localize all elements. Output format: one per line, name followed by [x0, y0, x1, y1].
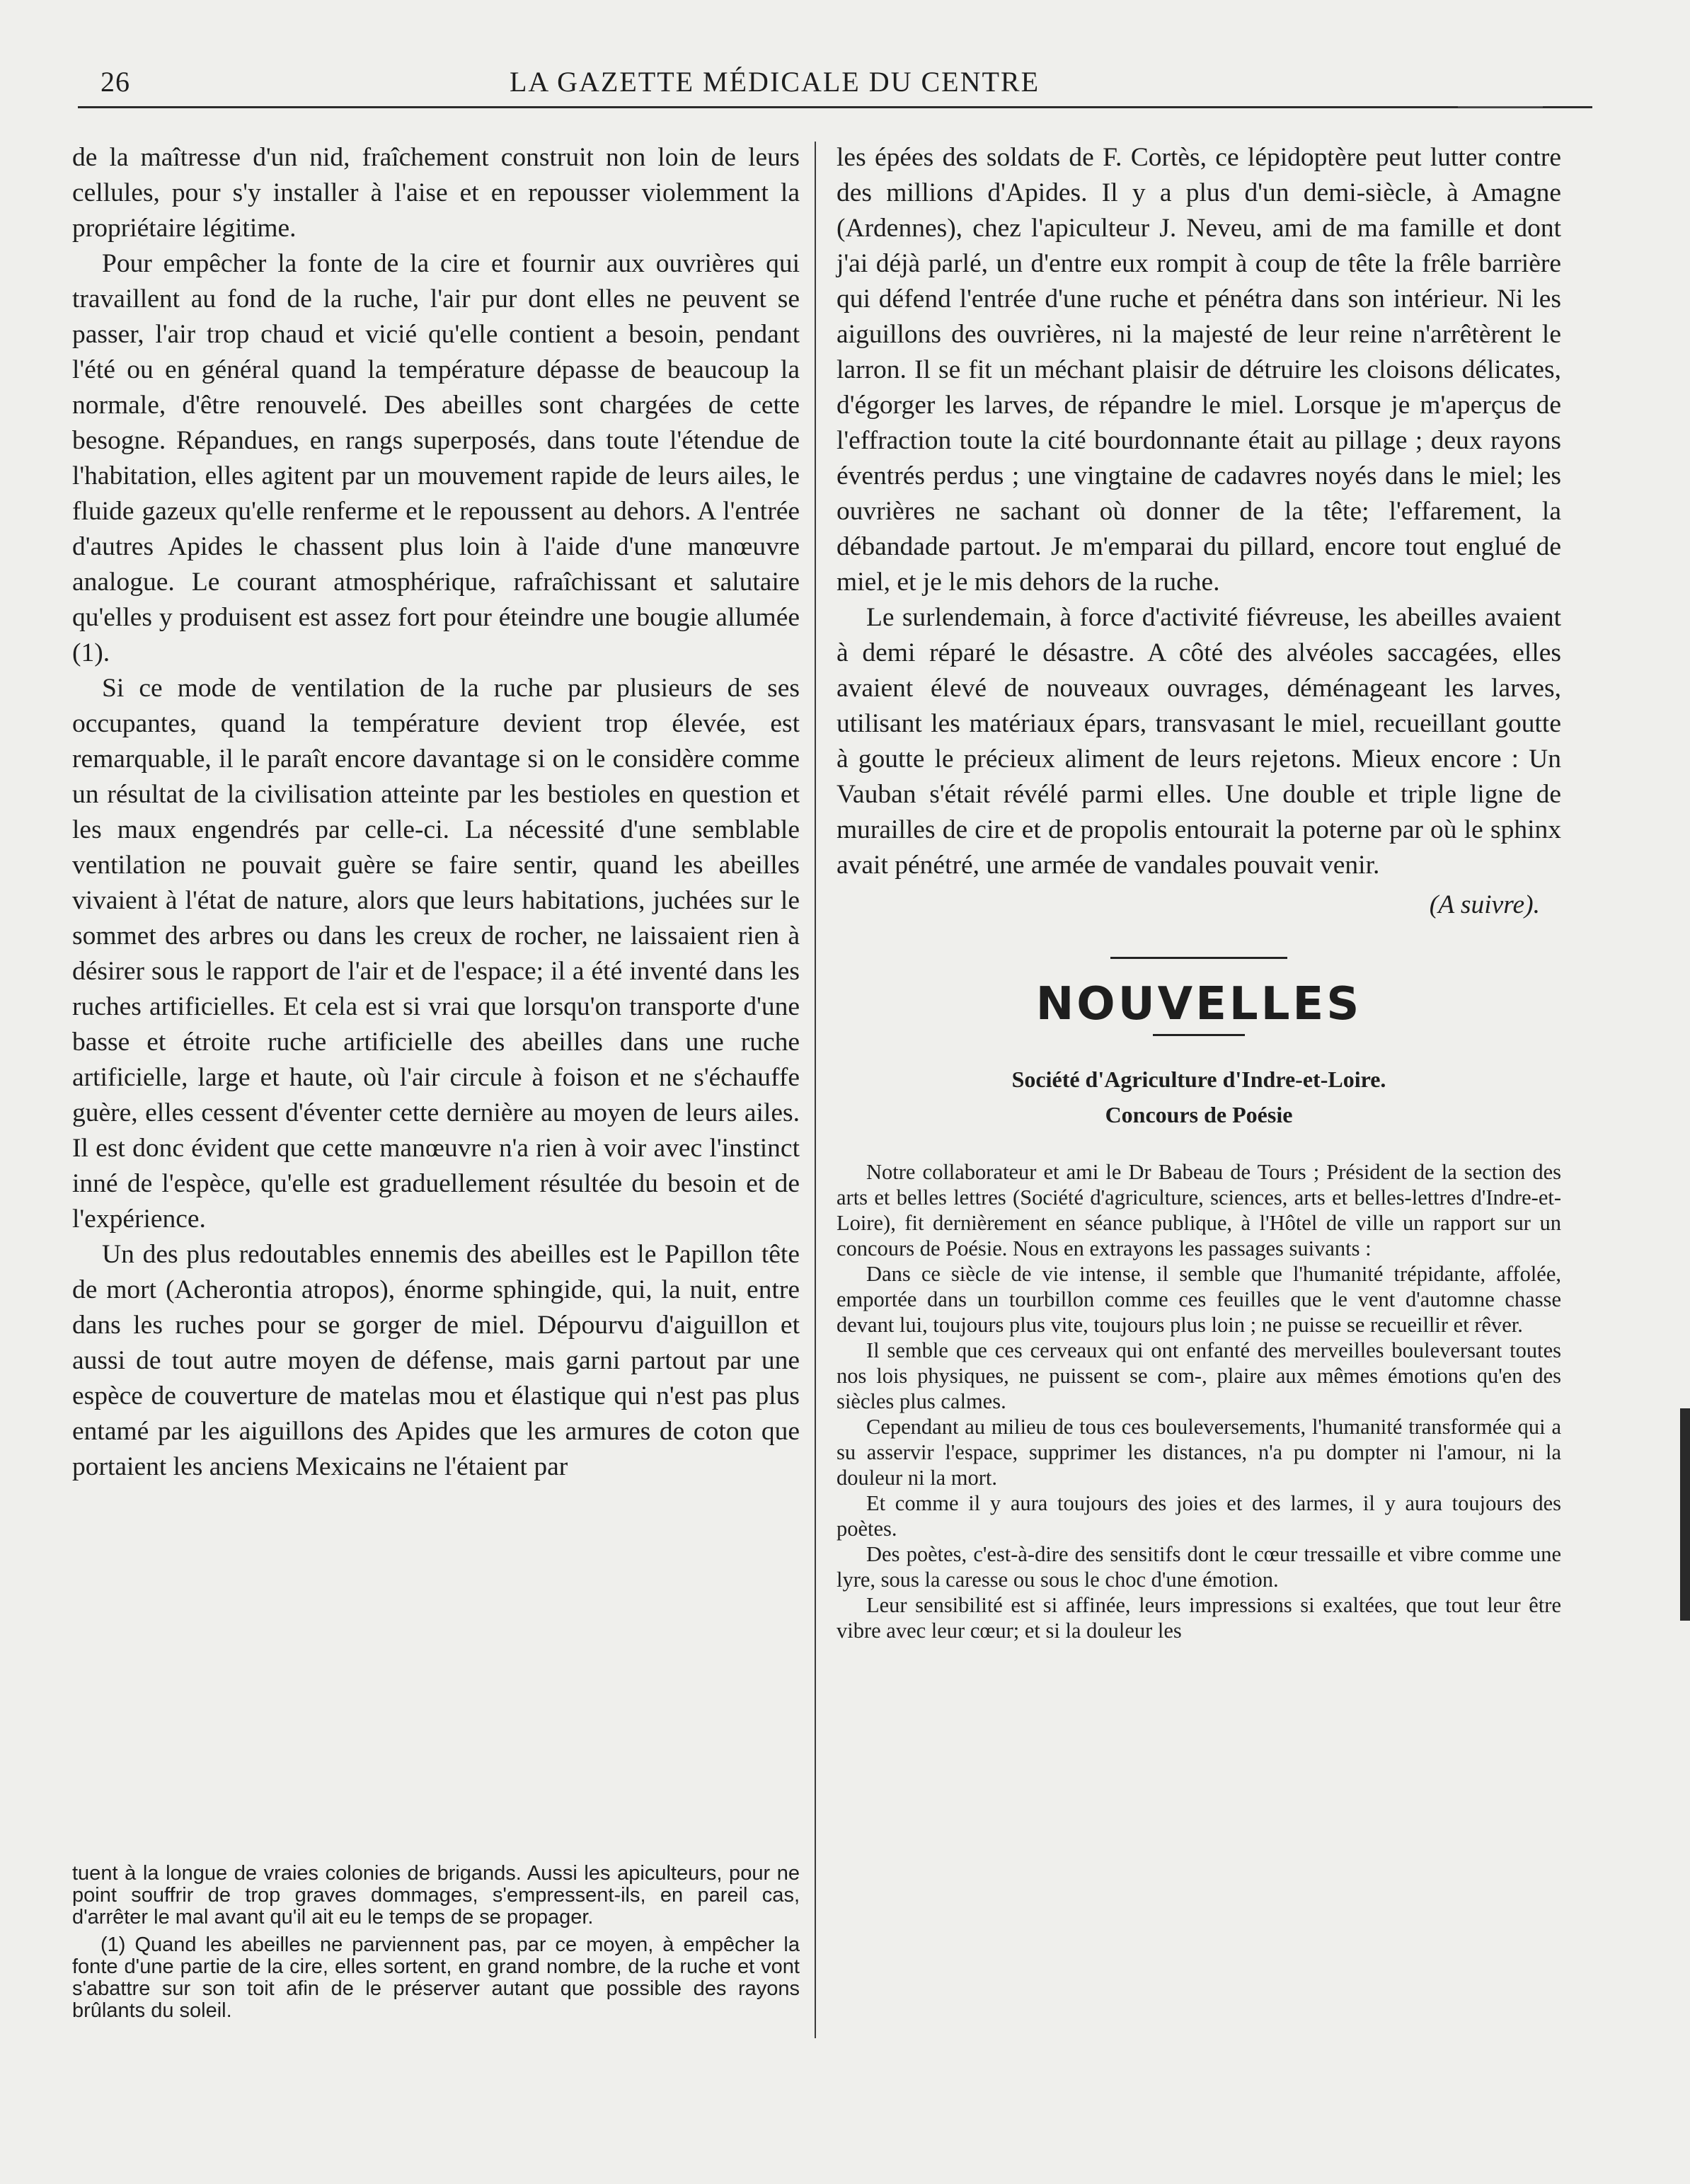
news-paragraph: Notre collaborateur et ami le Dr Babeau de Tours ; Président de la section des arts et belles lettres (Société d'agriculture, sciences, arts et belles-lettres d'Indre-et-Loire), fit dernièrement en séance publique, à l'Hôtel de ville un rapport sur un concours de Poésie. Nous en extrayons les passages suivants : [837, 1160, 1561, 1260]
news-paragraph: Cependant au milieu de tous ces bouleversements, l'humanité transformée qui a su asservir l'espace, supprimer les distances, n'a pu dompter ni l'amour, ni la douleur ni la mort. [837, 1415, 1561, 1490]
running-title: LA GAZETTE MÉDICALE DU CENTRE [510, 66, 1040, 98]
to-be-continued: (A suivre). [1429, 890, 1540, 919]
left-column [72, 140, 800, 1485]
left-paragraph: Un des plus redoutables ennemis des abeilles est le Papillon tête de mort (Acherontia atropos), énorme sphingide, qui, la nuit, entre dans les ruches pour se gorger de miel. Dépourvu d'aiguillon et aussi de tout autre moyen de défense, mais garni partout par une espèce de couverture de matelas mou et élastique qui n'est pas plus entamé par les aiguillons des Apides que les armures de coton que portaient les anciens Mexicains ne l'étaient par [72, 1240, 800, 1481]
binding-edge [1680, 1408, 1690, 1621]
news-paragraph: Leur sensibilité est si affinée, leurs impressions si exaltées, que tout leur être vibre avec leur cœur; et si la douleur les [837, 1593, 1561, 1643]
right-paragraph: les épées des soldats de F. Cortès, ce lépidoptère peut lutter contre des millions d'Apides. Il y a plus d'un demi-siècle, à Amagne (Ardennes), chez l'apiculteur J. Neveu, ami de ma famille et dont j'ai déjà parlé, un d'entre eux rompit à coup de tête la frêle barrière qui défend l'entrée d'une ruche et pénétra dans son intérieur. Ni les aiguillons des ouvrières, ni la majesté de leur reine n'arrêtèrent le larron. Il se fit un méchant plaisir de détruire les cloisons délicates, d'égorger les larves, de répandre le miel. Lorsque je m'aperçus de l'effraction toute la cité bourdonnante était au pillage ; deux rayons éventrés perdus ; une vingtaine de cadavres noyés dans le miel; les ouvrières ne sachant où donner de la tête; l'effarement, la débandade partout. Je m'emparai du pillard, encore tout englué de miel, et je le mis dehors de la ruche. [837, 143, 1561, 597]
footnote-continuation: tuent à la longue de vraies colonies de brigands. Aussi les apiculteurs, pour ne point souffrir de trop graves dommages, s'empressent-ils, en pareil cas, d'arrêter le mal avant qu'il ait eu le temps de se propager. [72, 1862, 800, 1929]
footnote-1: (1) Quand les abeilles ne parviennent pas, par ce moyen, à empêcher la fonte d'une partie de la cire, elles sortent, en grand nombre, de la ruche et vont s'abattre sur son toit afin de le préserver autant que possible des rayons brûlants du soleil. [72, 1933, 800, 2022]
left-paragraph: Pour empêcher la fonte de la cire et fournir aux ouvrières qui travaillent au fond de la ruche, l'air pur dont elles ne peuvent se passer, l'air trop chaud et vicié qu'elle contient a besoin, pendant l'été ou en général quand la température dépasse de beaucoup la normale, d'être renouvelé. Des abeilles sont chargées de cette besogne. Répandues, en rangs superposés, dans toute l'étendue de l'habitation, elles agitent par un mouvement rapide de leurs ailes, le fluide gazeux qu'elle renferme et le repoussent au dehors. A l'entrée d'autres Apides le chassent plus loin à l'aide d'une manœuvre analogue. Le courant atmosphérique, rafraîchissant et salutaire qu'elles y produisent est assez fort pour éteindre une bougie allumée (1). [72, 249, 800, 667]
news-paragraph: Des poètes, c'est-à-dire des sensitifs dont le cœur tressaille et vibre comme une lyre, sous la caresse ou sous le choc d'une émotion. [837, 1542, 1561, 1592]
contest-title: Concours de Poésie [1105, 1102, 1293, 1127]
header-rule [78, 106, 1592, 108]
news-paragraph: Il semble que ces cerveaux qui ont enfanté des merveilles bouleversant toutes nos lois physiques, ne puissent se com-, plaire aux mêmes émotions qu'en des siècles plus calmes. [837, 1338, 1561, 1413]
left-paragraph: de la maîtresse d'un nid, fraîchement construit non loin de leurs cellules, pour s'y installer à l'aise et en repousser violemment la propriétaire légitime. [72, 143, 800, 243]
footnotes [72, 1863, 800, 2022]
section-separator [1110, 957, 1287, 959]
society-title: Société d'Agriculture d'Indre-et-Loire. [1011, 1067, 1386, 1092]
left-paragraph: Si ce mode de ventilation de la ruche par plusieurs de ses occupantes, quand la température devient trop élevée, est remarquable, il le paraît encore davantage si on le considère comme un résultat de la civilisation atteinte par les bestioles en question et les maux engendrés par celle-ci. La nécessité d'une semblable ventilation ne pouvait guère se faire sentir, quand les abeilles vivaient à l'état de nature, alors que leurs habitations, juchées sur le sommet des arbres ou dans les creux de rocher, ne laissaient rien à désirer sous le rapport de l'air et de l'espace; il a été inventé dans les ruches artificielles. Et cela est si vrai que lorsqu'on transporte d'une basse et étroite ruche artificielle des abeilles dans une ruche artificielle, large et haute, où l'air circule à foison et ne s'échauffe guère, elles cessent d'éventer cette dernière au moyen de leurs ailes. Il est donc évident que cette manœuvre n'a rien à voir avec l'instinct inné de l'espèce, qu'elle est graduellement résultée du besoin et de l'expérience. [72, 674, 800, 1234]
news-body [837, 1159, 1561, 1643]
fold-mark [1458, 106, 1543, 108]
news-heading: NOUVELLES [1035, 978, 1362, 1030]
page-number: 26 [100, 66, 130, 98]
column-divider [815, 142, 816, 2038]
news-paragraph: Dans ce siècle de vie intense, il semble que l'humanité trépidante, affolée, emportée dans un tourbillon comme ces feuilles que le vent d'automne chasse devant lui, toujours plus vite, toujours plus loin ; ne puisse se recueillir et rêver. [837, 1262, 1561, 1337]
right-paragraph: Le surlendemain, à force d'activité fiévreuse, les abeilles avaient à demi réparé le désastre. A côté des alvéoles saccagées, elles avaient élevé de nouveaux ouvrages, déménageant les larves, utilisant les matériaux épars, transvasant le miel, recueillant goutte à goutte le précieux aliment de leurs rejetons. Mieux encore : Un Vauban s'était révélé parmi elles. Une double et triple ligne de murailles de cire et de propolis entourait la poterne par où le sphinx avait pénétré, une armée de vandales pouvait venir. [837, 603, 1561, 880]
right-column [837, 140, 1561, 1643]
news-paragraph: Et comme il y aura toujours des joies et des larmes, il y aura toujours des poètes. [837, 1491, 1561, 1541]
heading-underline [1153, 1034, 1245, 1036]
